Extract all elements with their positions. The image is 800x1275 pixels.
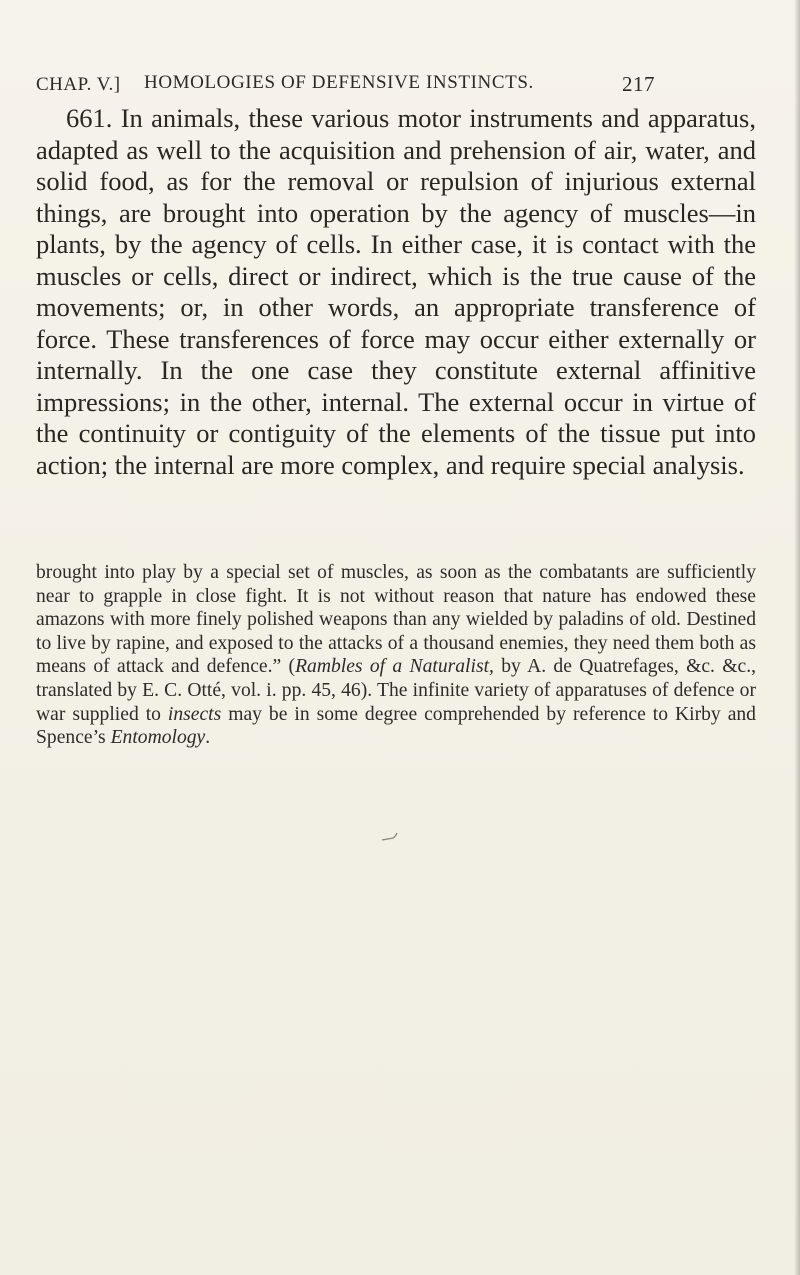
footnote-insects: insects [167, 703, 222, 725]
body-paragraph [36, 103, 756, 481]
footnote-text-3: may be in some degree comprehended by reference to Kirby and Spence’s [36, 703, 756, 749]
paragraph-number: 661. [66, 103, 113, 133]
page-edge-shadow [794, 0, 800, 1275]
running-title: HOMOLOGIES OF DEFENSIVE INSTINCTS. [144, 72, 534, 93]
ink-mark [380, 832, 402, 842]
footnote-text-4: . [205, 727, 211, 749]
paragraph-text: In animals, these various motor instruments and apparatus, adapted as well to the acquisition and prehension of air, water, and solid food, as for the removal or repulsion of injurious external things, are brought into operation by the agency of muscles—in plants, by the agency of cells. In either case, it is contact with the muscles or cells, direct or indirect, which is the true cause of the movements; or, in other words, an appropriate transference of force. These transferences of force may occur either externally or internally. In the one case they constitute external affinitive impressions; in the other, internal. The external occur in virtue of the continuity or contiguity of the elements of the tissue put into action; the internal are more complex, and require special analysis. [36, 103, 756, 480]
running-header [36, 72, 756, 100]
footnote-entomology-title: Entomology [110, 727, 206, 749]
chapter-label: CHAP. V.] [36, 74, 121, 95]
footnote-text-1: brought into play by a special set of muscles, as soon as the combatants are sufficiently near to grapple in close fight. It is not without reason that nature has endowed these amazons with more finely polished weapons than any wielded by paladins of old. Destined to live by rapine, and exposed to the attacks of a thousand enemies, they need them both as means of attack and defence.” ( [36, 562, 756, 678]
page-number: 217 [622, 72, 655, 96]
footnote-text-2: by A. de Quatrefages, &c. &c., translated by E. C. Otté, vol. i. pp. 45, 46). The infinite variety of apparatuses of defence or war supplied to [36, 656, 756, 725]
footnote [36, 561, 756, 750]
footnote-reference-title: Rambles of a Naturalist, [295, 656, 494, 678]
